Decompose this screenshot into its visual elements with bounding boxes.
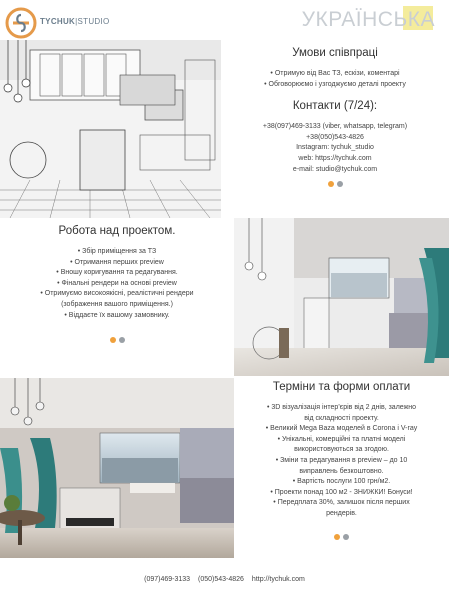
terms-item: • Унікальні, комерційні та платні моделі [277, 435, 406, 443]
brand-name-bold: TYCHUK [40, 17, 76, 26]
process-panel [4, 225, 230, 343]
process-item: • Отримання перших preview [70, 258, 164, 266]
dot-gray-icon [343, 534, 349, 540]
contact-email[interactable]: e-mail: studio@tychuk.com [292, 165, 378, 173]
process-item: • Фінальні рендери на основі preview [57, 279, 177, 287]
dot-orange-icon [110, 337, 116, 343]
terms-item: рендерів. [326, 509, 357, 517]
footer [0, 576, 449, 583]
cooperation-panel [226, 47, 444, 187]
dot-gray-icon [337, 181, 343, 187]
dot-gray-icon [119, 337, 125, 343]
terms-panel [234, 381, 449, 540]
terms-item: використовуються за згодою. [294, 446, 389, 454]
terms-item: • Проекти понад 100 м2 - ЗНИЖКИ! Бонуси! [270, 488, 413, 496]
terms-item: • Передплата 30%, залишок після перших [273, 499, 410, 507]
process-title: Робота над проектом. [58, 225, 176, 237]
dot-orange-icon [334, 534, 340, 540]
language-label[interactable]: УКРАЇНСЬКА [301, 8, 435, 31]
pager-dots [4, 337, 230, 343]
terms-item: від складності проекту. [304, 414, 379, 422]
terms-item: • Зміни та редагування в preview – до 10 [275, 456, 408, 464]
terms-item: виправлень безкоштовно. [299, 467, 384, 475]
footer-url[interactable]: http://tychuk.com [251, 576, 305, 583]
process-item: • Збір приміщення за ТЗ [77, 248, 157, 255]
footer-phone-1[interactable]: (097)469-3133 [144, 576, 191, 583]
process-item: • Віддаєте їх вашому замовнику. [64, 311, 170, 319]
contacts-title: Контакти (7/24): [292, 100, 378, 113]
brand-name: TYCHUK|STUDIO [40, 17, 110, 26]
contact-phone-1[interactable]: +38(097)469-3133 (viber, whatsapp, telegram) [262, 123, 408, 131]
process-item: • Отримуємо високоякісні, реалістичні рендери [40, 290, 194, 298]
footer-phone-2[interactable]: (050)543-4826 [198, 576, 244, 583]
terms-item: • 3D візуалізація інтер'єрів від 2 днів, залежно [266, 404, 417, 411]
brand-name-light: STUDIO [77, 17, 110, 26]
terms-item: • Вартість послуги 100 грн/м2. [292, 478, 391, 486]
pager-dots [226, 181, 444, 187]
process-item: (зображення вашого приміщення.) [61, 300, 173, 308]
terms-title: Терміни та форми оплати [272, 381, 411, 393]
kitchen-sketch-image [0, 40, 221, 218]
kitchen-partial-render-image [234, 218, 449, 376]
cooperation-item: • Отримую від Вас ТЗ, ескізи, коментарі [270, 70, 400, 77]
contact-web[interactable]: web: https://tychuk.com [298, 154, 372, 162]
cooperation-title: Умови співпраці [292, 47, 378, 59]
process-item: • Вношу коригування та редагування. [56, 269, 178, 277]
pager-dots [234, 534, 449, 540]
contact-instagram[interactable]: Instagram: tychuk_studio [296, 144, 374, 152]
kitchen-final-render-image [0, 378, 234, 558]
cooperation-item: • Обговорюємо і узгоджуємо деталі проекту [264, 80, 406, 88]
dot-orange-icon [328, 181, 334, 187]
brand-logo-icon [4, 6, 38, 40]
contact-phone-2[interactable]: +38(050)543-4826 [306, 133, 364, 141]
terms-item: • Великий Mega Baza моделей в Corona і V-ray [265, 425, 418, 433]
